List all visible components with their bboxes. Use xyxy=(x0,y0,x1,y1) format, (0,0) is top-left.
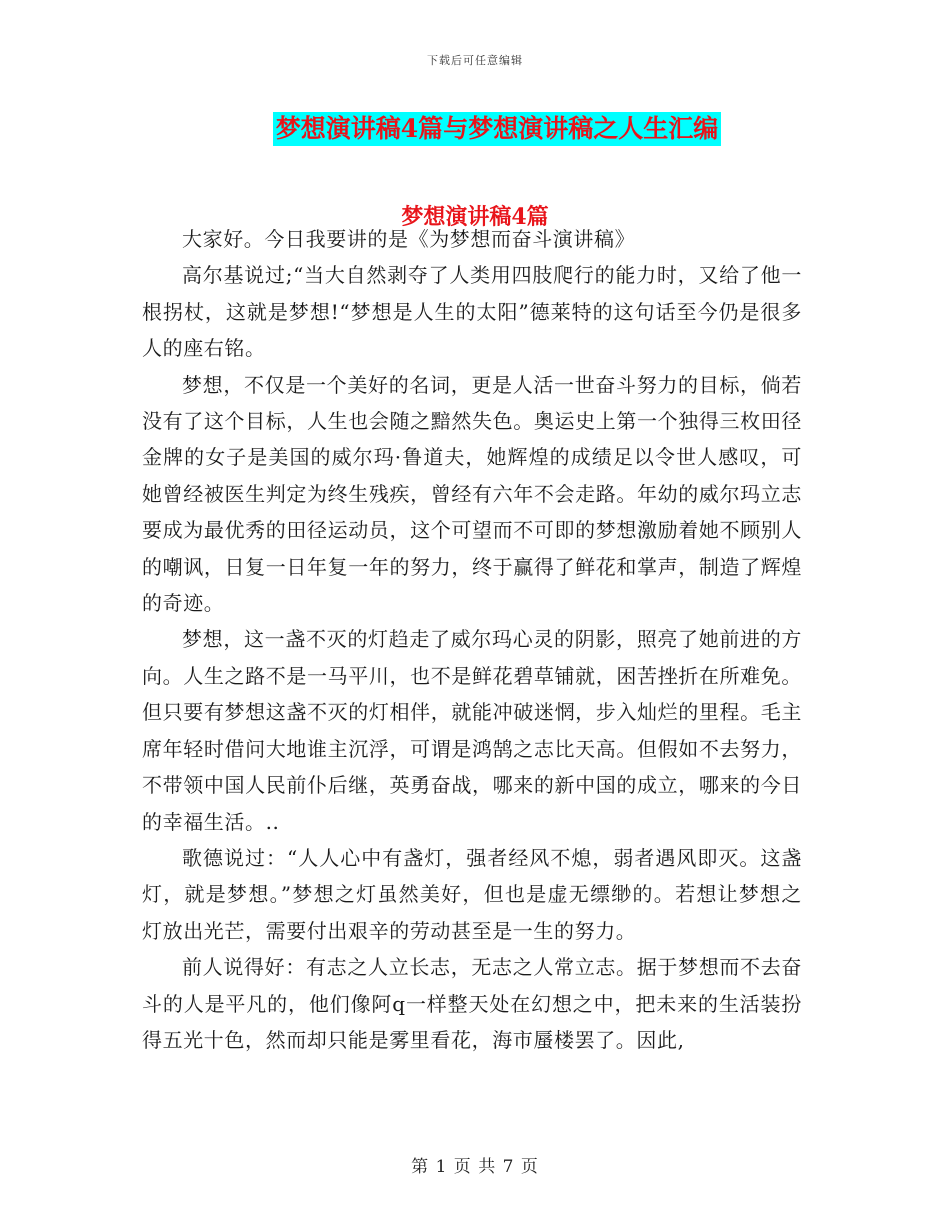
title-container xyxy=(0,112,950,146)
document-title: 梦想演讲稿4篇与梦想演讲稿之人生汇编 xyxy=(273,112,721,146)
paragraph: 歌德说过：“人人心中有盏灯，强者经风不熄，弱者遇风即灭。这盏灯，就是梦想。”梦想之灯虽然美好，但也是虚无缥缈的。若想让梦想之灯放出光芒，需要付出艰辛的劳动甚至是一生的努力。 xyxy=(142,845,802,943)
paragraph: 大家好。今日我要讲的是《为梦想而奋斗演讲稿》 xyxy=(182,227,636,251)
section-subtitle: 梦想演讲稿4篇 xyxy=(401,204,549,230)
paragraph: 梦想，不仅是一个美好的名词，更是人活一世奋斗努力的目标，倘若没有了这个目标，人生也会随之黯然失色。奥运史上第一个独得三枚田径金牌的女子是美国的威尔玛·鲁道夫，她辉煌的成绩足以令世人感叹，可她曾经被医生判定为终生残疾，曾经有六年不会走路。年幼的威尔玛立志要成为最优秀的田径运动员，这个可望而不可即的梦想激励着她不顾别人的嘲讽，日复一日年复一年的努力，终于赢得了鲜花和掌声，制造了辉煌的奇迹。 xyxy=(142,372,802,616)
document-body xyxy=(142,221,802,1058)
page-header-note: 下载后可任意编辑 xyxy=(427,54,523,67)
paragraph: 梦想，这一盏不灭的灯趋走了威尔玛心灵的阴影，照亮了她前进的方向。人生之路不是一马平川，也不是鲜花碧草铺就，困苦挫折在所难免。但只要有梦想这盏不灭的灯相伴，就能冲破迷惘，步入灿烂的里程。毛主席年轻时借问大地谁主沉浮，可谓是鸿鹄之志比天高。但假如不去努力，不带领中国人民前仆后继，英勇奋战，哪来的新中国的成立，哪来的今日的幸福生活。.. xyxy=(142,627,802,834)
page-number: 第 1 页 共 7 页 xyxy=(411,1157,539,1177)
paragraph: 前人说得好：有志之人立长志，无志之人常立志。据于梦想而不去奋斗的人是平凡的，他们像阿q一样整天处在幻想之中，把未来的生活装扮得五光十色，然而却只能是雾里看花，海市蜃楼罢了。因此, xyxy=(142,955,802,1052)
paragraph: 高尔基说过;“当大自然剥夺了人类用四肢爬行的能力时，又给了他一根拐杖，这就是梦想!“梦想是人生的太阳”德莱特的这句话至今仍是很多人的座右铭。 xyxy=(142,263,802,361)
